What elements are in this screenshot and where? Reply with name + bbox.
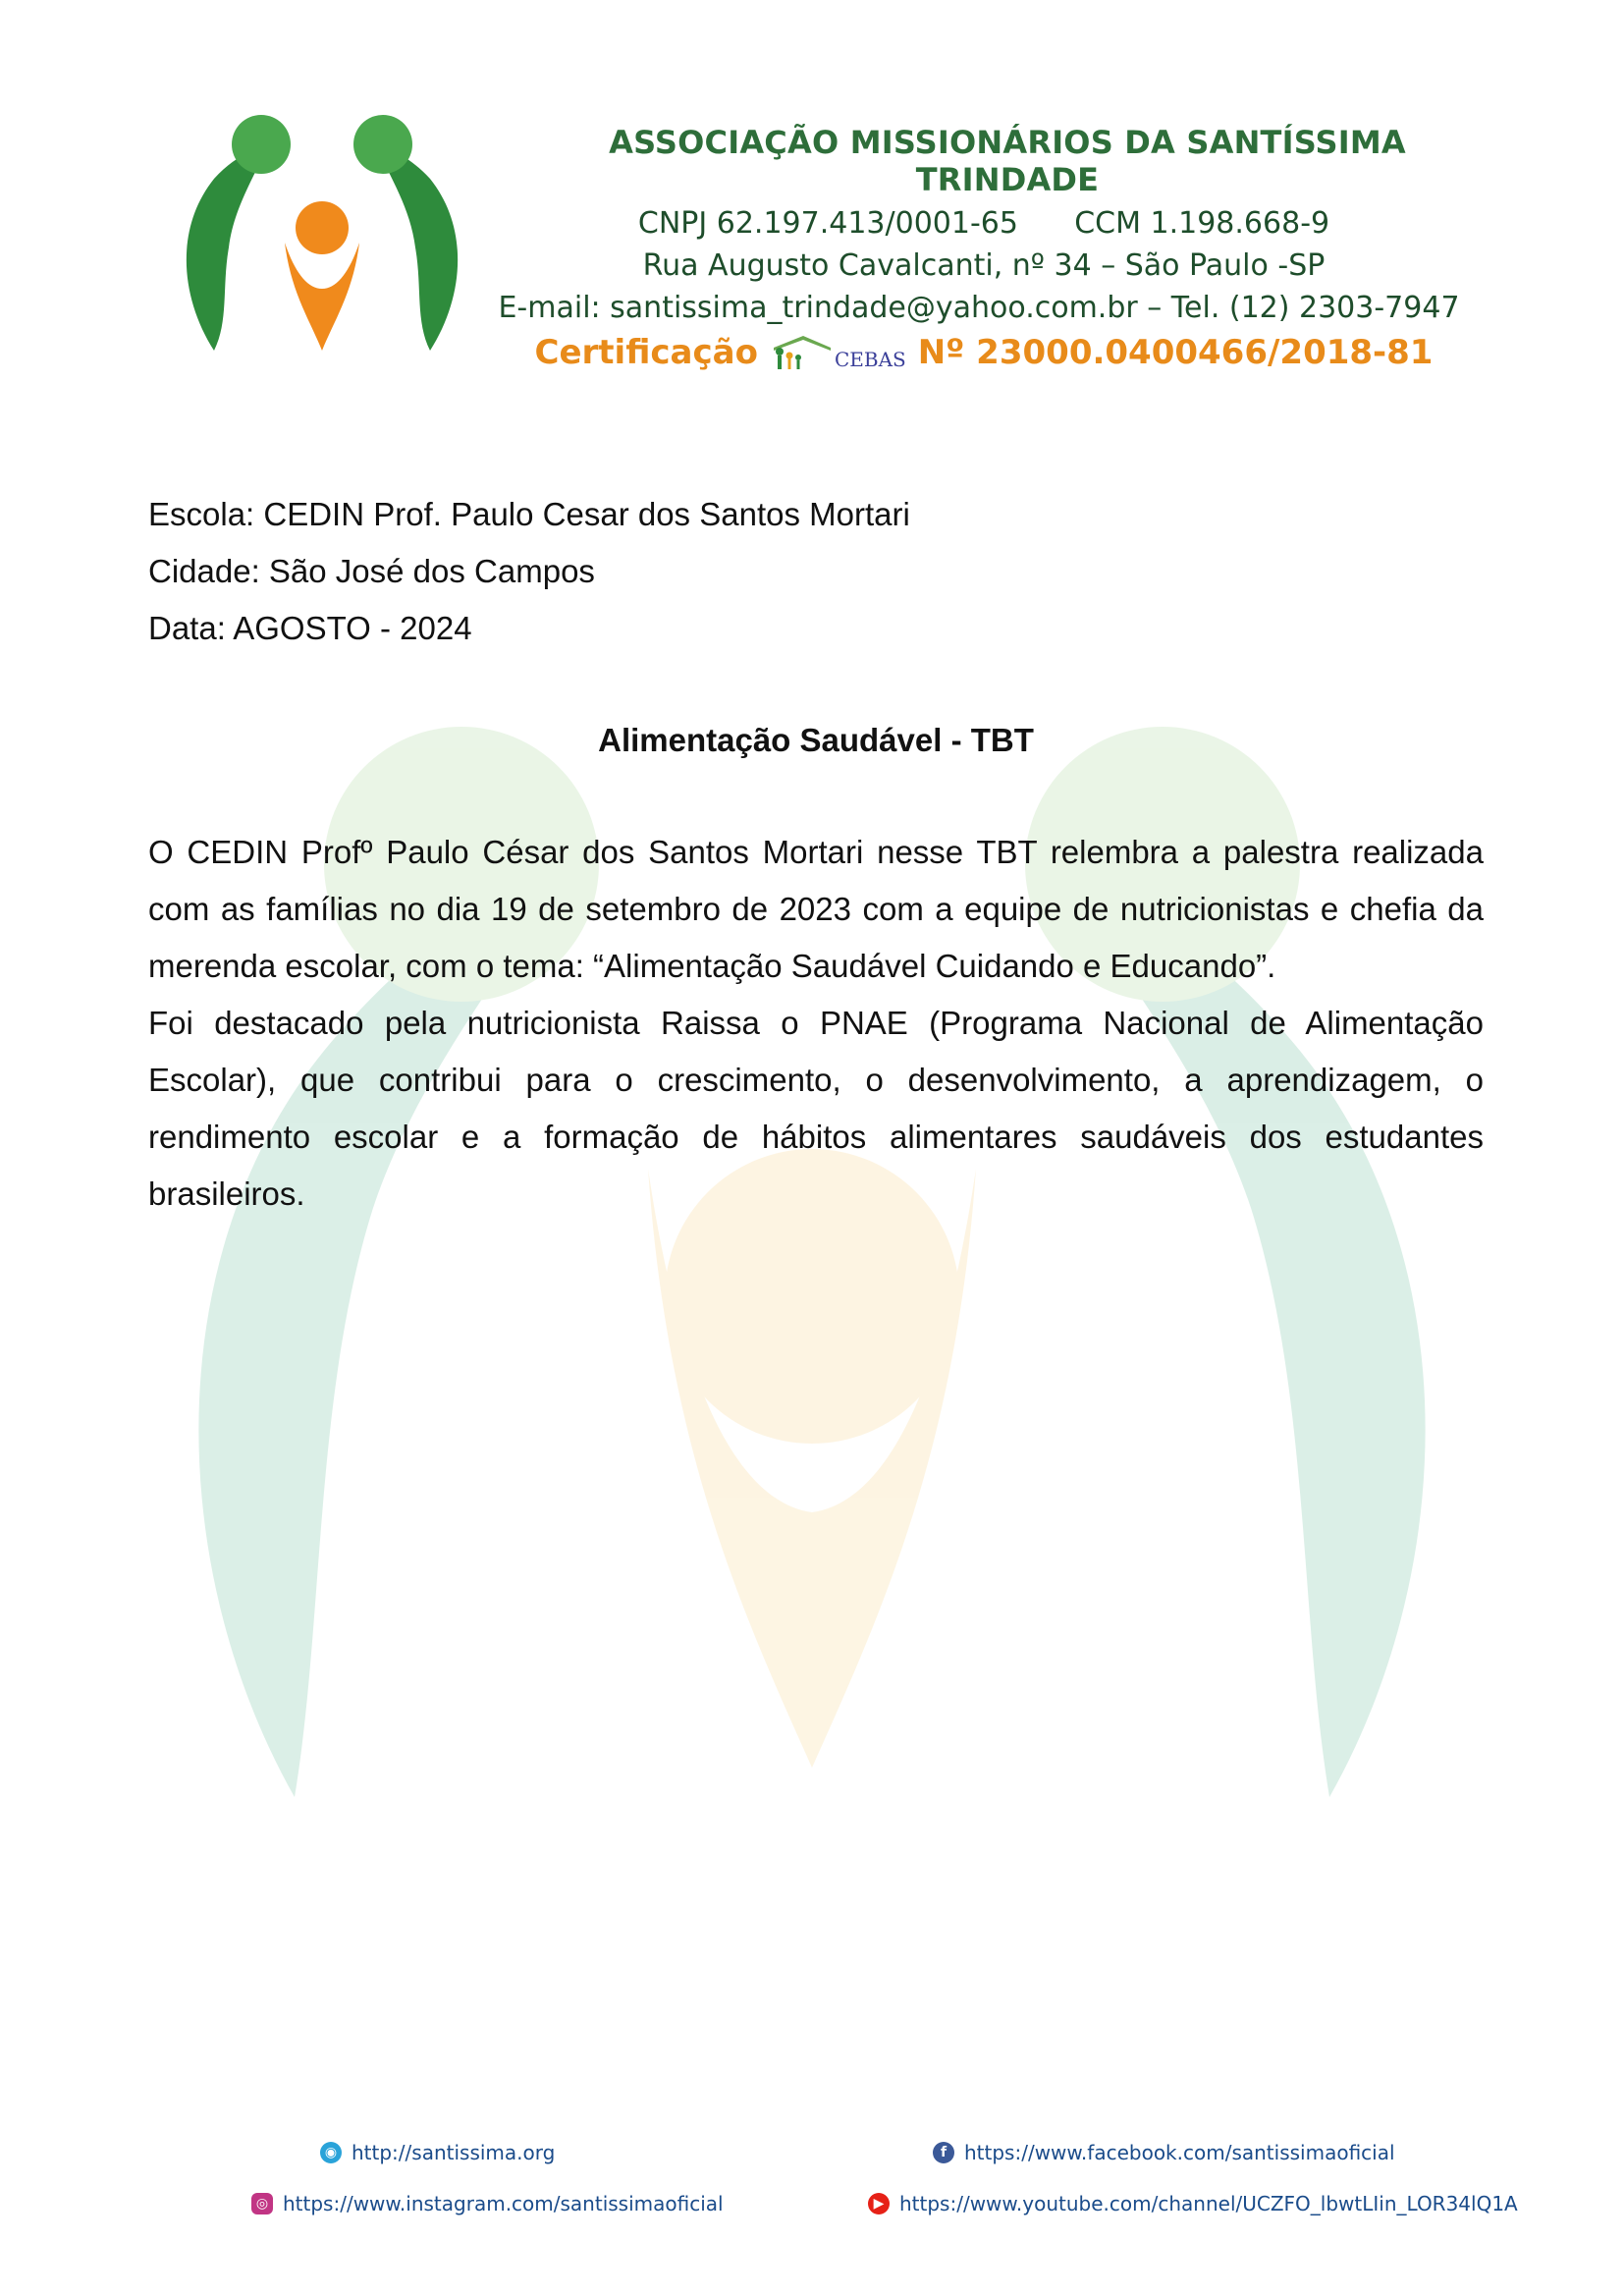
- instagram-link-text[interactable]: https://www.instagram.com/santissimaoficial: [283, 2192, 724, 2215]
- school-line: Escola: CEDIN Prof. Paulo Cesar dos Santos Mortari: [148, 496, 910, 532]
- letterhead: [0, 0, 1624, 373]
- certification-label: Certificação: [534, 333, 758, 372]
- organization-logo: [175, 110, 469, 355]
- instagram-link[interactable]: [251, 2192, 724, 2215]
- organization-name: ASSOCIAÇÃO MISSIONÁRIOS DA SANTÍSSIMA TRINDADE: [609, 124, 1406, 198]
- cnpj-ccm: CNPJ 62.197.413/0001-65 CCM 1.198.668-9: [637, 206, 1330, 241]
- cebas-icon: [770, 334, 833, 371]
- instagram-icon: ◎: [251, 2193, 273, 2214]
- facebook-link-text[interactable]: https://www.facebook.com/santissimaoficial: [964, 2141, 1395, 2164]
- footer-links: [0, 2141, 1624, 2239]
- certification-number: Nº 23000.0400466/2018-81: [917, 333, 1434, 372]
- website-link[interactable]: [320, 2141, 555, 2164]
- date-line: Data: AGOSTO - 2024: [148, 610, 472, 646]
- document-body: [148, 486, 1484, 1223]
- document-title: Alimentação Saudável - TBT: [598, 722, 1034, 758]
- youtube-icon: ▶: [868, 2193, 890, 2214]
- organization-info: [498, 124, 1465, 372]
- facebook-icon: f: [933, 2142, 954, 2163]
- cebas-text: CEBAS: [834, 348, 906, 371]
- paragraph-2: Foi destacado pela nutricionista Raissa o PNAE (Programa Nacional de Alimentação Escolar), que contribui para o crescimento, o desenvolvimento, a aprendizagem, o rendimento escolar e a formação de hábitos alimentares saudáveis dos estudantes brasileiros.: [148, 1005, 1484, 1212]
- youtube-link-text[interactable]: https://www.youtube.com/channel/UCZFO_lbwtLIin_LOR34lQ1A: [899, 2192, 1518, 2215]
- globe-icon: ◉: [320, 2142, 342, 2163]
- youtube-link[interactable]: [868, 2192, 1518, 2215]
- city-line: Cidade: São José dos Campos: [148, 553, 595, 589]
- website-link-text[interactable]: http://santissima.org: [352, 2141, 556, 2164]
- certification-row: [503, 333, 1465, 372]
- facebook-link[interactable]: [933, 2141, 1395, 2164]
- paragraph-1: O CEDIN Profº Paulo César dos Santos Mortari nesse TBT relembra a palestra realizada com as famílias no dia 19 de setembro de 2023 com a equipe de nutricionistas e chefia da merenda escolar, com o tema: “Alimentação Saudável Cuidando e Educando”.: [148, 834, 1484, 984]
- contact-line: E-mail: santissima_trindade@yahoo.com.br – Tel. (12) 2303-7947: [498, 291, 1460, 325]
- cebas-logo: [770, 334, 906, 371]
- address: Rua Augusto Cavalcanti, nº 34 – São Paulo -SP: [642, 248, 1326, 283]
